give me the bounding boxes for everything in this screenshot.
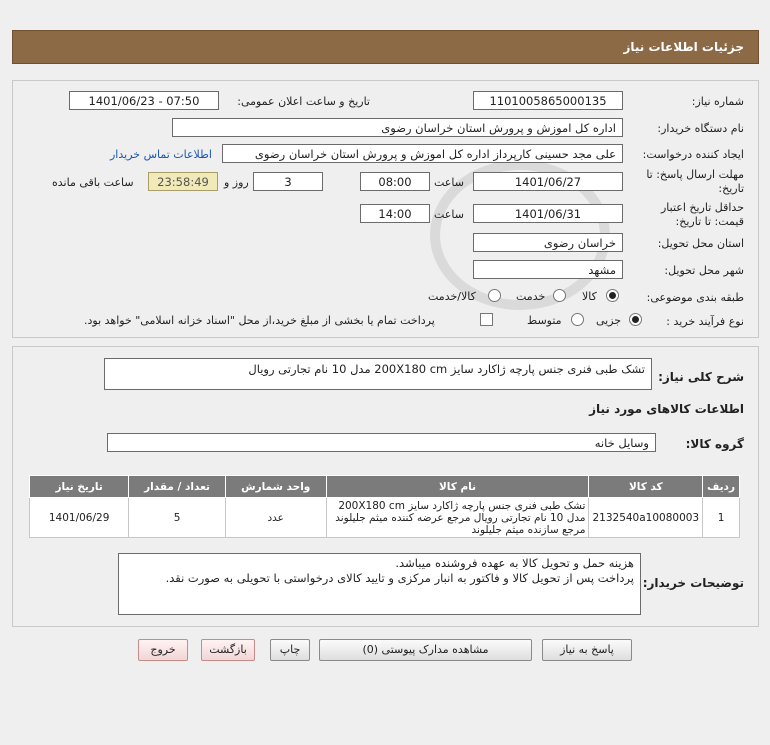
need-number-label: شماره نیاز: (691, 95, 744, 108)
print-button[interactable]: چاپ (270, 639, 310, 661)
category-goods-radio[interactable] (606, 289, 619, 302)
deadline-time-label: ساعت (434, 176, 464, 189)
validity-label: حداقل تاریخ اعتبار (660, 201, 744, 214)
process-label: نوع فرآیند خرید : (666, 315, 744, 328)
cell-name: تشک طبی فنری جنس پارچه ژاکارد سایز 200X180 cm مدل 10 نام تجارتی رویال مرجع عرضه کننده میثم جلیلوند مرجع سازنده میثم جلیلوند (326, 498, 589, 538)
category-both-label: کالا/خدمت (428, 290, 476, 303)
category-service-label: خدمت (516, 290, 546, 303)
treasury-payment-note: پرداخت تمام یا بخشی از مبلغ خرید،از محل "اسناد خزانه اسلامی" خواهد بود. (84, 314, 435, 327)
summary-label: شرح کلی نیاز: (658, 370, 744, 384)
summary-field: تشک طبی فنری جنس پارچه ژاکارد سایز 200X180 cm مدل 10 نام تجارتی رویال (104, 358, 652, 390)
page-title: جزئیات اطلاعات نیاز (623, 40, 744, 54)
goods-table-header (30, 476, 740, 498)
city-field: مشهد (473, 260, 623, 279)
deadline-date-field: 1401/06/27 (473, 172, 623, 191)
table-row (30, 498, 740, 538)
goods-group-label: گروه کالا: (685, 437, 744, 451)
col-unit: واحد شمارش (225, 476, 326, 498)
col-qty: تعداد / مقدار (129, 476, 226, 498)
announce-field: 1401/06/23 - 07:50 (69, 91, 219, 110)
deadline-label-2: تاریخ: (718, 182, 744, 195)
process-minor-label: جزیی (596, 314, 622, 327)
city-label: شهر محل تحویل: (664, 264, 744, 277)
remaining-timer: 23:58:49 (148, 172, 218, 191)
creator-label: ایجاد کننده درخواست: (642, 148, 744, 161)
back-button[interactable]: بازگشت (201, 639, 255, 661)
days-field: 3 (253, 172, 323, 191)
cell-row: 1 (703, 498, 740, 538)
validity-date-field: 1401/06/31 (473, 204, 623, 223)
process-minor-radio[interactable] (629, 313, 642, 326)
category-both-radio[interactable] (488, 289, 501, 302)
col-name: نام کالا (326, 476, 589, 498)
exit-button[interactable]: خروج (138, 639, 188, 661)
announce-label: تاریخ و ساعت اعلان عمومی: (237, 95, 370, 108)
goods-table (29, 475, 740, 538)
buyer-org-field: اداره کل اموزش و پرورش استان خراسان رضوی (172, 118, 623, 137)
deadline-label: مهلت ارسال پاسخ: تا (646, 168, 744, 181)
province-label: استان محل تحویل: (657, 237, 744, 250)
buyer-notes-line-2: پرداخت پس از تحویل کالا و فاکتور به انبار مرکزی و تایید کالای درخواستی با تحویلی به صورت نقد. (165, 571, 634, 585)
days-label: روز و (224, 176, 249, 189)
cell-qty: 5 (129, 498, 226, 538)
col-row: ردیف (703, 476, 740, 498)
col-code: کد کالا (589, 476, 703, 498)
goods-section-title: اطلاعات کالاهای مورد نیاز (589, 402, 744, 416)
creator-field: علی مجد حسینی کارپرداز اداره کل اموزش و پرورش استان خراسان رضوی (222, 144, 623, 163)
validity-time-label: ساعت (434, 208, 464, 221)
category-service-radio[interactable] (553, 289, 566, 302)
process-medium-radio[interactable] (571, 313, 584, 326)
cell-date: 1401/06/29 (30, 498, 129, 538)
process-medium-label: متوسط (527, 314, 562, 327)
buyer-notes-line-1: هزینه حمل و تحویل کالا به عهده فروشنده میباشد. (395, 556, 634, 570)
col-date: تاریخ نیاز (30, 476, 129, 498)
need-number-field: 1101005865000135 (473, 91, 623, 110)
view-documents-button[interactable]: مشاهده مدارک پیوستی (0) (319, 639, 532, 661)
category-label: طبقه بندی موضوعی: (646, 291, 744, 304)
buyer-notes-field (118, 553, 641, 615)
province-field: خراسان رضوی (473, 233, 623, 252)
buyer-notes-label: توضیحات خریدار: (642, 576, 744, 590)
validity-label-2: قیمت: تا تاریخ: (675, 215, 744, 228)
cell-code: 2132540a10080003 (589, 498, 703, 538)
buyer-org-label: نام دستگاه خریدار: (657, 122, 744, 135)
remaining-label: ساعت باقی مانده (52, 176, 134, 189)
cell-unit: عدد (225, 498, 326, 538)
validity-time-field: 14:00 (360, 204, 430, 223)
contact-buyer-link[interactable]: اطلاعات تماس خریدار (110, 148, 212, 161)
reply-button[interactable]: پاسخ به نیاز (542, 639, 632, 661)
treasury-payment-checkbox[interactable] (480, 313, 493, 326)
category-goods-label: کالا (582, 290, 597, 303)
goods-group-field: وسایل خانه (107, 433, 656, 452)
deadline-time-field: 08:00 (360, 172, 430, 191)
page-header (12, 30, 759, 64)
